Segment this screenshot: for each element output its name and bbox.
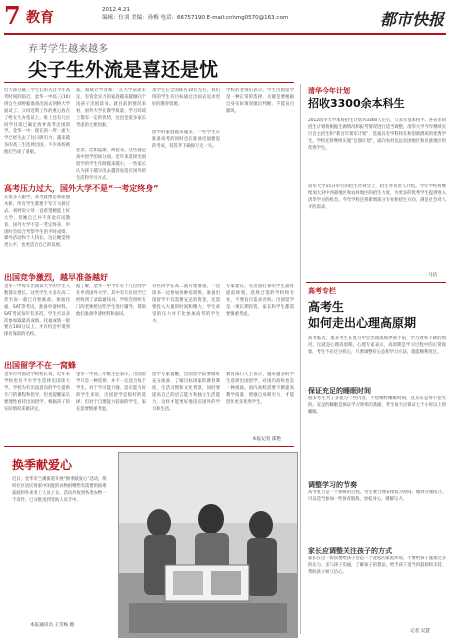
psych-sub-rhythm: 调整学习的节奏 — [308, 481, 357, 489]
charity-photo-illustration — [119, 453, 297, 637]
tsinghua-text-2: 清华大学15日举行的招生咨询会上，招生办负责人介绍，今年学校将继续加大对中西部地区和农村地区的招生力度，为更多的优秀学生提供进入清华学习的机会。今年学校还将新增部分专业和招生方向，满足社会对人才的需求。 — [308, 184, 446, 210]
article-column-2: 家。据统计学者称：‘在大学前途未定，有资金实力的家庭越来越倾向于送孩子出国读书。就目前的情况来看，国外大学在教学质量、学习环境上都有一定的优势，这也是很多家长考虑的主要因素。’ — [76, 88, 146, 128]
charity-byline: 本报通讯员 王雪梅 摄 — [30, 623, 75, 628]
subhead-rational: 出国留学不在一窝蜂 — [4, 361, 76, 370]
charity-photo — [118, 452, 298, 638]
article-column-3: 求学生在全国排名10位左右，我们班的学生有目标通过出国去追求更好的教育资源。 — [152, 88, 220, 107]
rational-column-1: 金华市外国语学校校长说，近年来学校也有不少学生选择出国读大学。学校为有出国意向的学生提供专门的课程和指导，但也提醒家长要理性看待出国留学，根据孩子的实际情况来做决定。 — [4, 372, 70, 412]
article-headline: 尖子生外流是喜还是忧 — [28, 59, 219, 81]
tsinghua-kicker: 清华今年计划 — [308, 87, 350, 95]
charity-headline: 换季献爱心 — [12, 458, 73, 472]
section-title: 教育 — [26, 10, 54, 26]
competition-column-2: 据了解，金华一中今年有十几位同学在申请国外大学，其中有几位同学已经收到了录取通知书。学校会组织专门的老师给这些学生进行辅导，帮助他们准备申请材料和面试。 — [76, 284, 146, 317]
charity-text: 近日，金华市兰溪街道开展“换季献爱心”活动，组织社区居民将家中闲置的衣物捐赠给有需要的困难家庭和外来务工人员子女。活动共收到各类衣物一千余件，已分批送到受助人员手中。 — [12, 477, 107, 503]
editor-line: 编辑：位羽 美编：孙梅 电话：66757190 E-mail:cnhmg0570@163.com — [102, 15, 289, 21]
headline-divider — [4, 82, 294, 83]
psych-text-parents: 家长在这一阶段要给孩子营造一个宽松的家庭环境，不要给孩子施加过多的压力。多与孩子沟通，了解孩子的想法，给予孩子适当的鼓励和支持，帮助孩子树立信心。 — [308, 556, 446, 575]
tsinghua-byline: 马洁 — [428, 273, 438, 278]
article-column-2b: 业余，比如篮球、辩论等。这些都是高中留学的加分项。近年来选择出国留学的学生年龄越来越小，一些家长认为孩子越早出去越容易适应国外的生活和学习方式。 — [76, 148, 146, 181]
competition-column-1: 金华一中每年出国读大学的学生人数都在增长。这些学生大多在高二甚至高一就已开始准备，参加托福、SAT等考试，准备申请材料。SAT考试每年有多次，学生可以多次参加取最高成绩。托福成绩一般要在100分以上，才有机会申请到排名靠前的名校。 — [4, 284, 70, 338]
newspaper-logo: 都市快报 — [379, 10, 444, 29]
header-meta — [102, 6, 302, 22]
subhead-competition: 出国竞争激烈，越早准备越好 — [4, 273, 108, 282]
psych-text-sleep: 很多考生为了多复习一些内容，不惜牺牲睡眠时间，这其实是得不偿失的。充足的睡眠是保证学习效率的基础，考生每天应保证七个小时以上的睡眠。 — [308, 396, 446, 415]
article-column-3b: 留学的家庭越来越多，一些学生在准备高考的同时也在准备托福雅思的考试，双管齐下确保万无一失。 — [152, 130, 220, 149]
right-column-rule — [300, 84, 301, 634]
rational-column-4: 教育部门人士表示，越来越多的学生选择出国留学，对国内高校也是一种挑战。国内高校需要不断提高教学质量，增强自身吸引力，才能留住更多优秀学生。 — [226, 372, 294, 405]
article-column-1: 近大部分属三学生们的关注今年高考时间的临近，金华一中高三(10)班女生刘婷毅准备出国去剑桥大学面试了。父母近期工作的重心放在了给女儿办签证上。班上还有几位同学目前已确定放弃高考出国留学。金华一中：现在的一所一流大学已经失去了往日吸引力，越来越多的高三生选择出国，不少高校被他们当成了备胎。 — [4, 88, 70, 156]
psych-divider — [306, 282, 446, 283]
psych-headline-2: 如何走出心理高原期 — [308, 316, 417, 330]
rational-column-2: 金华一中高三年级主任表示，出国留学只是一种选择，并不一定适合每个学生。对于学习能力强、适应能力好的学生来说，出国留学是很好的选择；但对于自理能力较弱的学生，家长需要慎重考虑。 — [76, 372, 146, 412]
tsinghua-headline: 招收3300余本科生 — [308, 97, 405, 110]
psych-byline: 记者 吴慧 — [410, 629, 430, 634]
psych-column-tag: 高考专栏 — [308, 287, 336, 295]
psych-sub-sleep: 保证充足的睡眠时间 — [308, 387, 371, 395]
psych-text-rhythm: 高考复习是一个系统的过程，考生要合理安排复习时间，做到劳逸结合。可以适当参加一些体育锻炼，放松身心，缓解压力。 — [308, 490, 446, 502]
page-header — [4, 3, 446, 35]
rational-column-3: 留学专家提醒，出国留学前要做好充分准备，了解目标国家的教育制度、生活习惯和文化背景，同时要提高自己的语言能力和独立生活能力，这样才能更好地适应国外的学习和生活。 — [152, 372, 220, 412]
psych-intro: 高考临近，很多考生在复习中会出现成绩停滞不前、学习效率下降的情况，这就是心理高原期。心理专家表示，高原期是学习过程中的正常现象，考生不必过分担心，只要调整好心态和学习方法，就能顺利度过。 — [308, 336, 446, 355]
competition-column-3: 有些同学在高二就开始准备，一边读书一边参加各种培训班。准备出国留学不仅需要充足的资金，还需要投入大量的时间和精力，学生承受的压力并不比参加高考的学生小。 — [152, 284, 220, 324]
psych-headline-1: 高考生 — [308, 300, 345, 314]
tsinghua-text-1: 2012清华大学本科招生计划为3300人左右，与去年基本持平。各省市的招生计划将根据生源情况和报考情况进行适当调整。清华大学今年继续实行自主招生和“新百年领军计划”，选拔具有学科特长和创新潜质的优秀学生。学校还将继续实施“自强计划”，面向农村边远贫困地区和民族地区的优秀学生。 — [308, 118, 446, 151]
article-kicker: 弃考学生越来越多 — [28, 44, 108, 55]
subhead-pressure: 高考压力过大，国外大学不是“一考定终身” — [4, 184, 159, 193]
issue-date: 2012.4.21 — [102, 7, 130, 13]
main-byline: 本报记者 邵艳 — [252, 437, 282, 442]
competition-column-4: 专家建议，有出国打算的学生最好提前规划，选择合适的学校和专业，不要盲目追求名校。出国留学是一项长期投资，家长和学生都需要慎重考虑。 — [226, 284, 294, 317]
bottom-divider — [4, 446, 294, 447]
article-column-4: 学校的老师们表示，学生出国留学是一种正常的选择，关键是要根据自身实际情况做出判断，不能盲目跟风。 — [226, 88, 294, 114]
article-column-1b: 在很多人眼中，高考就像是那座独木桥，所有学生都要千军万马挤过去。刘婷说父母一直希望她能上好大学，但她自己并不喜欢应试教育。国外大学不是一考定终身，申请时会综合考察学生的平时成绩、课外活动和个人特长。这让她觉得更公平，也更适合自己的发展。 — [4, 195, 70, 249]
page-number: 7 — [4, 1, 21, 30]
psych-sub-parents: 家长应调整关注孩子的方式 — [308, 547, 392, 555]
